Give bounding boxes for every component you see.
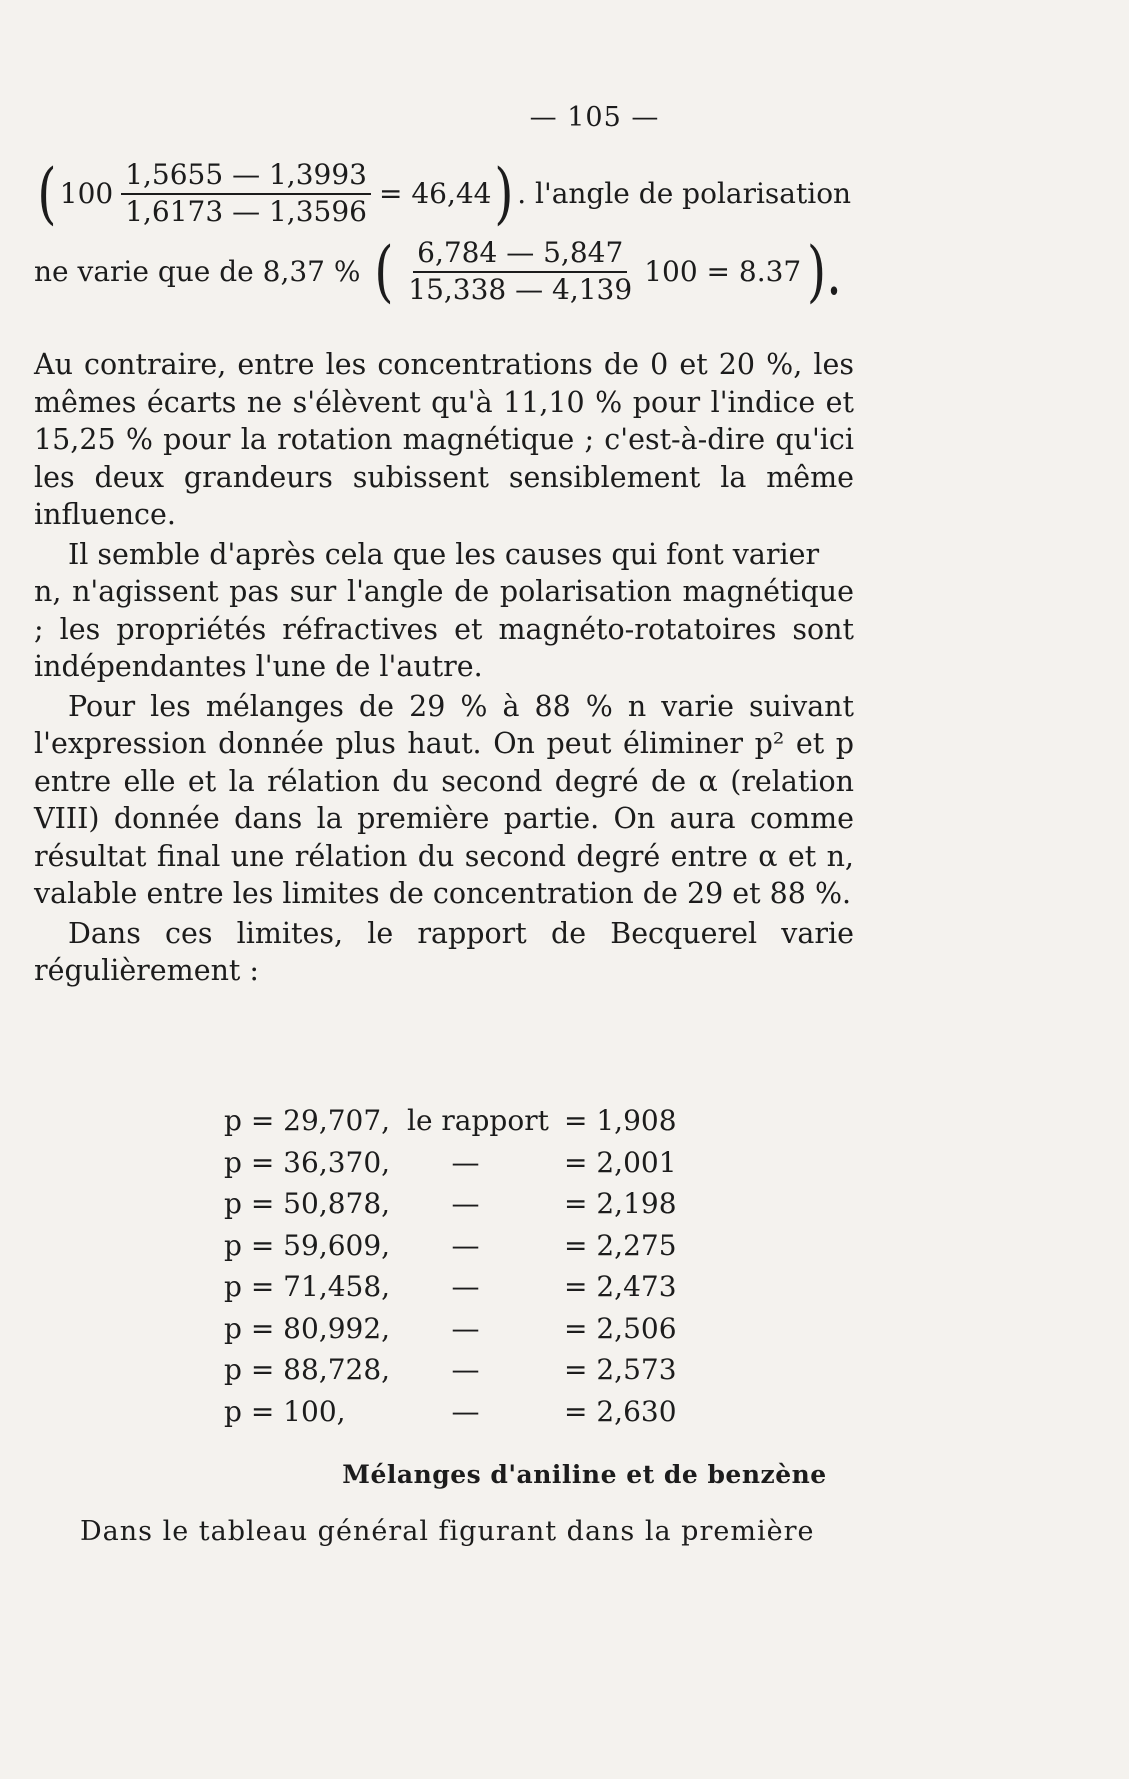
becquerel-table <box>224 1100 684 1432</box>
table-ratio: = 2,573 <box>564 1353 677 1386</box>
formula1-fraction <box>121 160 371 228</box>
formula1-coefficient: 100 <box>59 177 114 211</box>
formula2-numerator: 6,784 — 5,847 <box>413 238 627 273</box>
formula2-close-paren: ). <box>807 232 843 310</box>
table-row <box>224 1308 684 1350</box>
page-number: — 105 — <box>529 102 660 133</box>
formula2-denominator: 15,338 — 4,139 <box>408 272 633 306</box>
table-ratio: = 2,275 <box>564 1228 677 1262</box>
table-p-value: p = 71,458, <box>224 1270 391 1303</box>
formula1-close-paren: ) <box>494 154 515 232</box>
table-ratio: = 2,473 <box>564 1270 677 1303</box>
paragraph-au-contraire: Au contraire, entre les concentrations de 0 et 20 %, les mêmes écarts ne s'élèvent qu'à 11,10 % pour l'indice et 15,25 % pour la rotation magnétique ; c'est-à-dire qu'ici les deux grandeurs subissent sensiblement la même influence. <box>34 348 854 531</box>
table-label: — <box>451 1187 480 1220</box>
table-label: — <box>451 1353 480 1386</box>
formula1-trailing-text: . l'angle de polarisation <box>517 177 852 211</box>
formula-line-1 <box>34 154 852 232</box>
table-label: — <box>451 1394 480 1428</box>
formula1-denominator: 1,6173 — 1,3596 <box>125 194 367 228</box>
formula2-open-paren: ( <box>373 232 394 310</box>
table-row <box>224 1183 684 1225</box>
table-label: — <box>451 1270 480 1303</box>
table-row <box>224 1225 684 1267</box>
table-row <box>224 1391 684 1433</box>
table-row <box>224 1142 684 1184</box>
formula1-result: = 46,44 <box>378 177 492 211</box>
table-p-value: p = 36,370, <box>224 1145 391 1179</box>
table-row <box>224 1100 684 1142</box>
closing-line: Dans le tableau général figurant dans la première <box>80 1516 815 1547</box>
table-p-value: p = 88,728, <box>224 1353 391 1386</box>
formula-line-2 <box>34 232 848 310</box>
table-p-value: p = 50,878, <box>224 1187 391 1220</box>
formula1-open-paren: ( <box>37 154 57 232</box>
table-label: — <box>451 1311 480 1345</box>
table-label: — <box>451 1145 480 1179</box>
body-text <box>34 346 854 990</box>
formula1-numerator: 1,5655 — 1,3993 <box>121 160 371 195</box>
formula2-lead-text: ne varie que de 8,37 % <box>34 255 361 289</box>
paragraph-dans-ces-limites: Dans ces limites, le rapport de Becquerel varie régulièrement : <box>34 916 854 987</box>
table-ratio: = 2,198 <box>564 1187 677 1220</box>
table-p-value: p = 29,707, <box>224 1104 391 1137</box>
table-p-value: p = 59,609, <box>224 1228 391 1262</box>
table-label: — <box>451 1228 480 1262</box>
formula2-result: 100 = 8.37 <box>644 255 802 289</box>
paragraph-n-agissent: n, n'agissent pas sur l'angle de polarisation magnétique ; les propriétés réfractives et magnéto-rotatoires sont indépendantes l'une de l'autre. <box>34 575 854 683</box>
table-p-value: p = 80,992, <box>224 1311 391 1345</box>
table-p-value: p = 100, <box>224 1394 346 1428</box>
table-ratio: = 2,630 <box>564 1394 677 1428</box>
paragraph-il-semble: Il semble d'après cela que les causes qui font varier <box>68 537 820 571</box>
table-ratio: = 2,506 <box>564 1311 677 1345</box>
table-ratio: = 1,908 <box>564 1104 677 1137</box>
table-row <box>224 1266 684 1308</box>
section-heading: Mélanges d'aniline et de benzène <box>342 1460 827 1489</box>
paragraph-pour-les-melanges: Pour les mélanges de 29 % à 88 % n varie suivant l'expression donnée plus haut. On peut éliminer p² et p entre elle et la rélation du second degré de α (relation VIII) donnée dans la première partie. On aura comme résultat final une rélation du second degré entre α et n, valable entre les limites de concentration de 29 et 88 %. <box>34 689 854 910</box>
table-row <box>224 1349 684 1391</box>
table-ratio: = 2,001 <box>564 1145 677 1179</box>
formula2-fraction <box>404 238 636 306</box>
table-label: le rapport <box>407 1104 549 1137</box>
